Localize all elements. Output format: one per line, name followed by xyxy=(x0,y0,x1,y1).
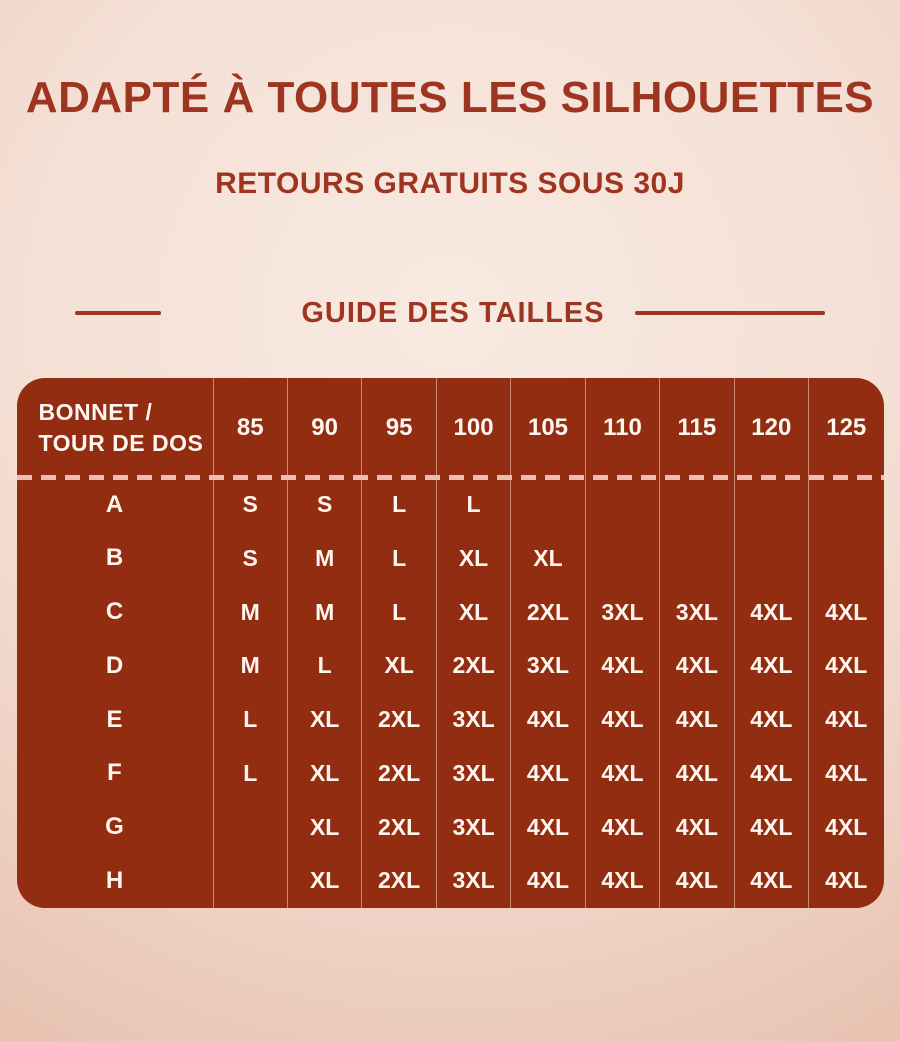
column-header-105: 105 xyxy=(511,378,585,478)
section-heading-label: GUIDE DES TAILLES xyxy=(301,296,605,329)
size-cell-F-120: 4XL xyxy=(735,747,809,801)
size-guide-grid xyxy=(17,378,884,908)
row-label-C: C xyxy=(17,585,214,639)
size-cell-A-125 xyxy=(809,478,883,532)
size-guide-table xyxy=(17,378,884,908)
column-header-90: 90 xyxy=(288,378,362,478)
size-cell-C-125: 4XL xyxy=(825,598,868,625)
size-cell-F-95: 2XL xyxy=(362,747,436,801)
size-cell-C-95: L xyxy=(362,585,436,639)
size-cell-B-115 xyxy=(660,532,734,586)
size-cell-H-105: 4XL xyxy=(511,854,585,908)
size-cell-G-100: 3XL xyxy=(437,800,511,854)
row-label-B: B xyxy=(17,532,214,586)
size-cell-E-120: 4XL xyxy=(735,693,809,747)
column-header-110: 110 xyxy=(586,378,660,478)
size-cell-C-100: XL xyxy=(437,585,511,639)
size-cell-H-115: 4XL xyxy=(660,854,734,908)
size-cell-H-110: 4XL xyxy=(586,854,660,908)
size-cell-B-125 xyxy=(809,532,883,586)
table-corner-label xyxy=(17,378,214,478)
size-cell-G-85 xyxy=(214,800,288,854)
size-cell-H-125: 4XL xyxy=(825,867,868,894)
row-label-A: A xyxy=(17,478,214,532)
size-cell-H-90: XL xyxy=(288,854,362,908)
size-cell-H-85 xyxy=(214,854,288,908)
size-cell-A-120 xyxy=(735,478,809,532)
size-cell-C-90: M xyxy=(288,585,362,639)
size-cell-F-85: L xyxy=(214,747,288,801)
page-title: ADAPTÉ À TOUTES LES SILHOUETTES xyxy=(25,73,875,122)
size-cell-A-100: L xyxy=(437,478,511,532)
size-cell-E-125: 4XL xyxy=(825,706,868,733)
size-cell-G-120: 4XL xyxy=(735,800,809,854)
size-cell-H-95: 2XL xyxy=(362,854,436,908)
size-cell-A-90: S xyxy=(288,478,362,532)
size-cell-B-105: XL xyxy=(511,532,585,586)
size-cell-D-115: 4XL xyxy=(660,639,734,693)
size-cell-B-95: L xyxy=(362,532,436,586)
row-label-F: F xyxy=(17,747,214,801)
row-label-E: E xyxy=(17,693,214,747)
size-cell-F-100: 3XL xyxy=(437,747,511,801)
heading-rule-left-line xyxy=(75,311,161,315)
column-header-95: 95 xyxy=(362,378,436,478)
size-cell-F-105: 4XL xyxy=(511,747,585,801)
page-subtitle: RETOURS GRATUITS SOUS 30J xyxy=(215,166,685,200)
size-cell-C-85: M xyxy=(214,585,288,639)
size-cell-E-105: 4XL xyxy=(511,693,585,747)
column-header-100: 100 xyxy=(437,378,511,478)
size-cell-G-95: 2XL xyxy=(362,800,436,854)
size-cell-D-100: 2XL xyxy=(437,639,511,693)
size-cell-A-95: L xyxy=(362,478,436,532)
column-header-120: 120 xyxy=(735,378,809,478)
size-cell-E-90: XL xyxy=(288,693,362,747)
size-cell-A-110 xyxy=(586,478,660,532)
size-cell-B-120 xyxy=(735,532,809,586)
size-cell-E-85: L xyxy=(214,693,288,747)
size-cell-G-110: 4XL xyxy=(586,800,660,854)
size-cell-C-110: 3XL xyxy=(586,585,660,639)
size-cell-D-90: L xyxy=(288,639,362,693)
size-cell-B-110 xyxy=(586,532,660,586)
size-cell-D-120: 4XL xyxy=(735,639,809,693)
table-corner-label-line: BONNET / xyxy=(38,399,153,426)
column-header-125: 125 xyxy=(826,413,867,441)
size-cell-E-95: 2XL xyxy=(362,693,436,747)
size-cell-D-125: 4XL xyxy=(825,652,868,679)
size-cell-D-85: M xyxy=(214,639,288,693)
table-corner-label-line: TOUR DE DOS xyxy=(38,429,204,456)
size-cell-D-105: 3XL xyxy=(511,639,585,693)
size-cell-C-115: 3XL xyxy=(660,585,734,639)
size-cell-G-115: 4XL xyxy=(660,800,734,854)
size-cell-E-110: 4XL xyxy=(586,693,660,747)
size-cell-H-100: 3XL xyxy=(437,854,511,908)
size-cell-C-120: 4XL xyxy=(735,585,809,639)
size-cell-E-115: 4XL xyxy=(660,693,734,747)
size-cell-B-90: M xyxy=(288,532,362,586)
size-cell-B-85: S xyxy=(214,532,288,586)
size-cell-E-100: 3XL xyxy=(437,693,511,747)
size-cell-F-125: 4XL xyxy=(825,759,868,786)
size-cell-A-115 xyxy=(660,478,734,532)
size-cell-A-85: S xyxy=(214,478,288,532)
size-cell-D-95: XL xyxy=(362,639,436,693)
size-cell-H-120: 4XL xyxy=(735,854,809,908)
size-cell-F-115: 4XL xyxy=(660,747,734,801)
size-cell-A-105 xyxy=(511,478,585,532)
size-cell-B-100: XL xyxy=(437,532,511,586)
column-header-115: 115 xyxy=(660,378,734,478)
heading-rule-right-line xyxy=(635,311,825,315)
size-cell-D-110: 4XL xyxy=(586,639,660,693)
size-cell-G-90: XL xyxy=(288,800,362,854)
section-heading xyxy=(0,297,900,330)
row-label-H: H xyxy=(17,854,214,908)
size-cell-F-110: 4XL xyxy=(586,747,660,801)
column-header-85: 85 xyxy=(214,378,288,478)
size-cell-F-90: XL xyxy=(288,747,362,801)
size-cell-C-105: 2XL xyxy=(511,585,585,639)
row-label-G: G xyxy=(17,800,214,854)
size-cell-G-125: 4XL xyxy=(825,813,868,840)
row-label-D: D xyxy=(17,639,214,693)
size-cell-G-105: 4XL xyxy=(511,800,585,854)
